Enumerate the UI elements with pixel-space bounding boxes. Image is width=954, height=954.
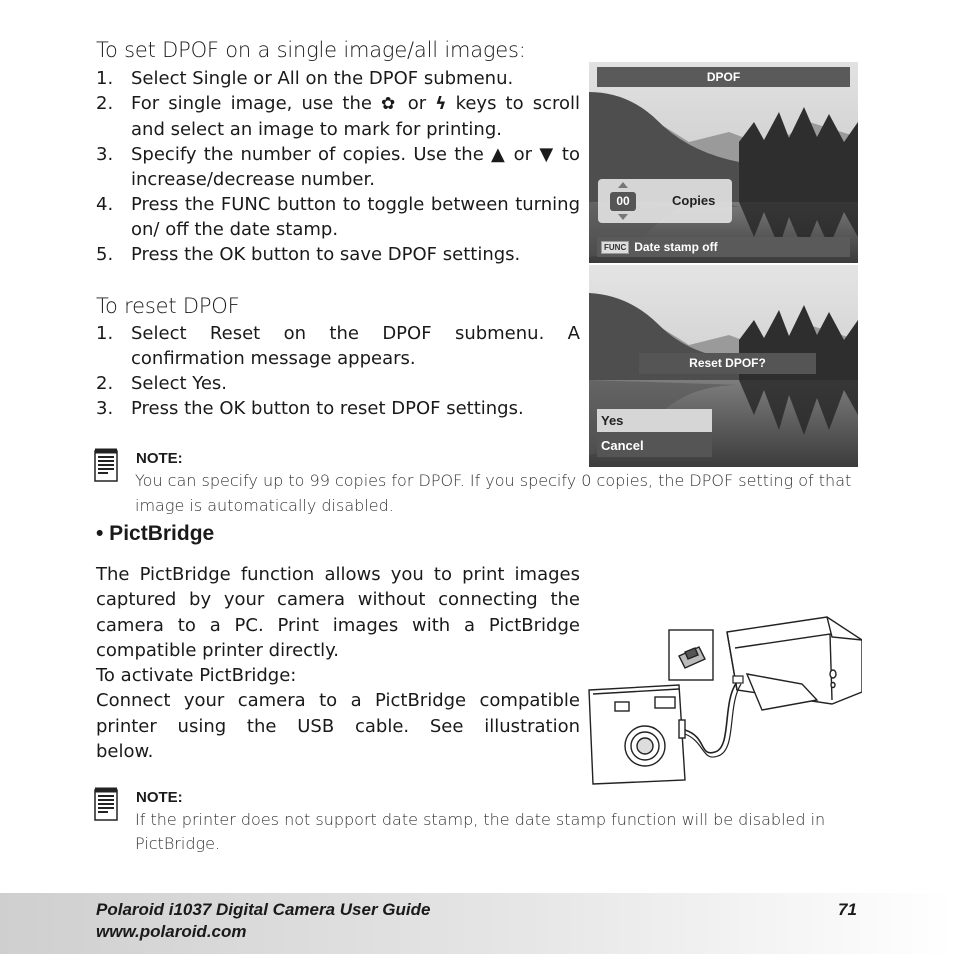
guide-title: Polaroid i1037 Digital Camera User Guide — [96, 900, 431, 919]
list-item: 4. Press the FUNC button to toggle between turning on/ off the date stamp. — [96, 194, 580, 240]
camera-printer-usb-illustration — [587, 612, 862, 787]
page-footer — [0, 893, 954, 954]
camera-screen-reset — [589, 265, 858, 467]
dpof-set-steps — [96, 66, 580, 267]
up-triangle-icon: ▲ — [491, 144, 507, 165]
page-number: 71 — [838, 900, 857, 919]
dpof-reset-heading: To reset DPOF — [96, 294, 240, 318]
copies-value: 00 — [610, 192, 636, 211]
note-text: If the printer does not support date stamp, the date stamp function will be disabled in PictBridge. — [135, 810, 826, 853]
down-arrow-icon — [618, 214, 628, 220]
dpof-reset-steps — [96, 321, 580, 421]
reset-dpof-prompt: Reset DPOF? — [639, 353, 816, 374]
note-label: NOTE: — [136, 450, 183, 467]
note-text: You can specify up to 99 copies for DPOF. If you specify 0 copies, the DPOF setting of that image is automatically disabled. — [135, 471, 852, 515]
dpof-title-bar: DPOF — [597, 67, 850, 87]
macro-flower-icon: ✿ — [381, 94, 399, 114]
func-icon: FUNC — [601, 241, 629, 254]
list-item: 1. Select Single or All on the DPOF submenu. — [96, 68, 514, 89]
down-triangle-icon: ▼ — [539, 144, 555, 165]
date-stamp-bar — [597, 237, 850, 257]
list-item: 2. Select Yes. — [96, 373, 228, 394]
flash-icon: ϟ — [435, 94, 447, 114]
camera-screen-dpof — [589, 62, 858, 263]
copies-selector[interactable] — [598, 179, 732, 223]
list-item: 3. Press the OK button to reset DPOF settings. — [96, 398, 524, 419]
pictbridge-heading: • PictBridge — [96, 522, 215, 545]
copies-label: Copies — [672, 193, 716, 208]
list-item: 3. Specify the number of copies. Use the ▲ or ▼ to increase/decrease number. — [96, 144, 581, 190]
cancel-option[interactable]: Cancel — [597, 434, 712, 457]
list-item: 5. Press the OK button to save DPOF settings. — [96, 244, 521, 265]
date-stamp-label: Date stamp off — [634, 240, 718, 254]
dpof-set-heading: To set DPOF on a single image/all images: — [96, 38, 526, 62]
up-arrow-icon — [618, 182, 628, 188]
website-link[interactable]: www.polaroid.com — [96, 922, 247, 941]
note-pad-icon — [94, 787, 118, 821]
note-pad-icon — [94, 448, 118, 482]
lake-landscape-image — [589, 62, 858, 263]
list-item: 2. For single image, use the ✿ or ϟ keys to scroll and select an image to mark for printing. — [96, 93, 580, 140]
note-label: NOTE: — [136, 789, 183, 806]
yes-option[interactable]: Yes — [597, 409, 712, 432]
list-item: 1. Select Reset on the DPOF submenu. A confirmation message appears. — [96, 323, 580, 369]
pictbridge-paragraph: The PictBridge function allows you to print images captured by your camera without connecting the camera to a PC. Print images with a PictBridge compatible printer directly. To activate PictBridge: Connect your camera to a PictBridge compatible printer using the USB cable. See illustration below. — [96, 564, 580, 763]
